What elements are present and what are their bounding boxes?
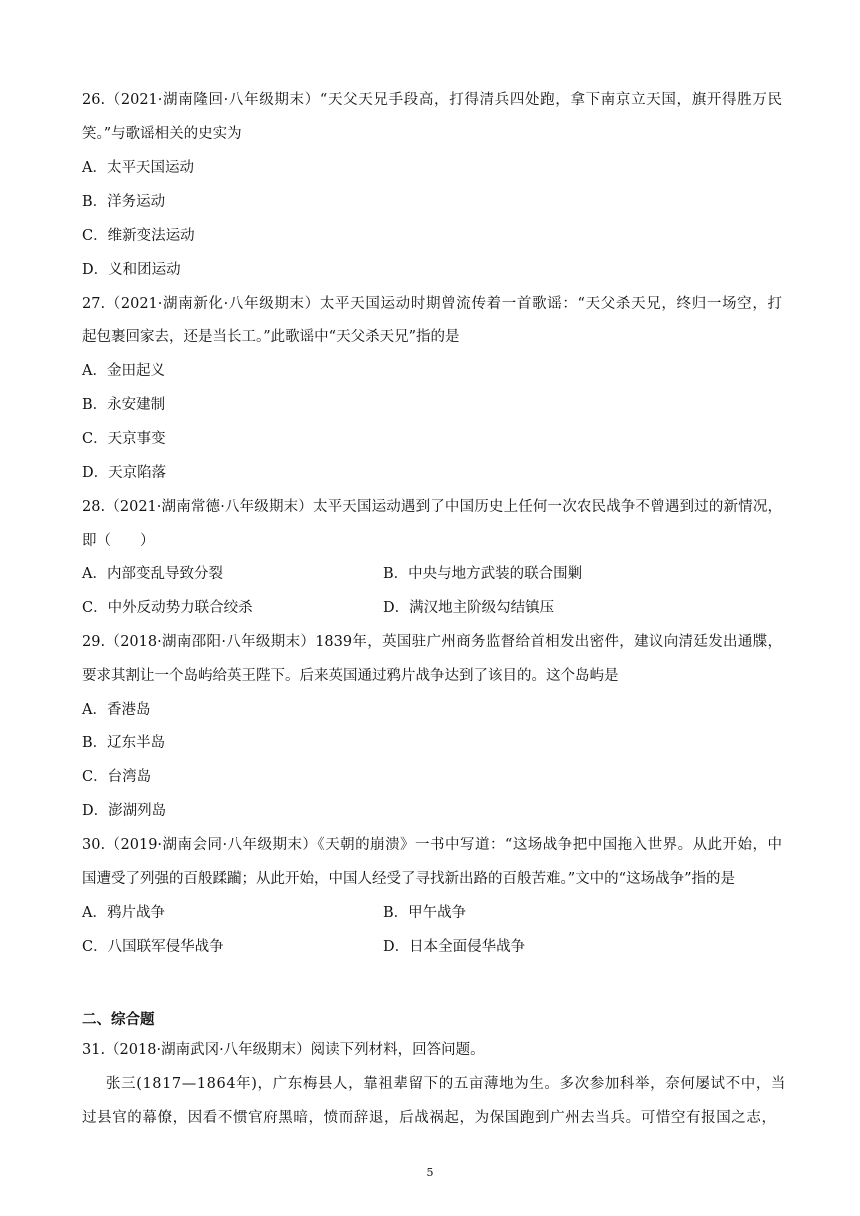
page-number: 5 [426, 1166, 434, 1179]
question-30-stem-line2: 国遭受了列强的百般蹂躏；从此开始，中国人经受了寻找新出路的百般苦难。”文中的“这场战争”指的是 [82, 871, 735, 887]
question-26-option-d: D．义和团运动 [82, 262, 181, 278]
question-30-option-a: A．鸦片战争 [82, 905, 165, 921]
question-26-option-a: A．太平天国运动 [82, 160, 194, 176]
question-29-stem-line1: 29.（2018·湖南邵阳·八年级期末）1839年，英国驻广州商务监督给首相发出密件，建议向清廷发出通牒， [82, 634, 782, 650]
question-29-option-a: A．香港岛 [82, 702, 151, 718]
question-28-option-a: A．内部变乱导致分裂 [82, 566, 223, 582]
question-30-option-d: D．日本全面侵华战争 [383, 939, 526, 955]
question-26-stem-line2: 笑。”与歌谣相关的史实为 [82, 126, 242, 142]
question-29-option-b: B．辽东半岛 [82, 735, 166, 751]
question-30-option-b: B．甲午战争 [383, 905, 467, 921]
question-28-stem-line2: 即（ ） [82, 533, 155, 549]
question-29-option-d: D．澎湖列岛 [82, 803, 167, 819]
question-30-option-c: C．八国联军侵华战争 [82, 939, 224, 955]
question-27-option-b: B．永安建制 [82, 397, 166, 413]
section-title: 二、综合题 [82, 1012, 155, 1028]
question-29-stem-line2: 要求其割让一个岛屿给英王陛下。后来英国通过鸦片战争达到了该目的。这个岛屿是 [82, 668, 619, 684]
question-30-stem-line1: 30.（2019·湖南会同·八年级期末）《天朝的崩溃》一书中写道：“这场战争把中国拖入世界。从此开始，中 [82, 837, 782, 853]
question-27-option-c: C．天京事变 [82, 431, 166, 447]
question-26-option-b: B．洋务运动 [82, 194, 166, 210]
question-27-stem-line1: 27.（2021·湖南新化·八年级期末）太平天国运动时期曾流传着一首歌谣：“天父杀天兄，终归一场空，打 [82, 296, 782, 312]
question-28-option-c: C．中外反动势力联合绞杀 [82, 600, 253, 616]
question-29-option-c: C．台湾岛 [82, 769, 152, 785]
question-28-option-d: D．满汉地主阶级勾结镇压 [383, 600, 555, 616]
question-28-stem-line1: 28.（2021·湖南常德·八年级期末）太平天国运动遇到了中国历史上任何一次农民战争不曾遇到过的新情况， [82, 499, 782, 515]
question-26-stem-line1: 26.（2021·湖南隆回·八年级期末）“天父天兄手段高，打得清兵四处跑，拿下南京立天国，旗开得胜万民 [82, 92, 782, 108]
question-27-option-a: A．金田起义 [82, 363, 165, 379]
question-31-material-line2: 过县官的幕僚，因看不惯官府黑暗，愤而辞退，后战祸起，为保国跑到广州去当兵。可惜空有报国之志， [82, 1110, 777, 1126]
question-31-stem: 31.（2018·湖南武冈·八年级期末）阅读下列材料，回答问题。 [82, 1042, 485, 1058]
question-27-option-d: D．天京陷落 [82, 465, 167, 481]
question-31-material-line1: 张三(1817—1864年)，广东梅县人，靠祖辈留下的五亩薄地为生。多次参加科举，奈何屡试不中，当 [106, 1076, 787, 1092]
question-28-option-b: B．中央与地方武装的联合围剿 [383, 566, 583, 582]
question-27-stem-line2: 起包裹回家去，还是当长工。”此歌谣中“天父杀天兄”指的是 [82, 329, 460, 345]
question-26-option-c: C．维新变法运动 [82, 228, 195, 244]
